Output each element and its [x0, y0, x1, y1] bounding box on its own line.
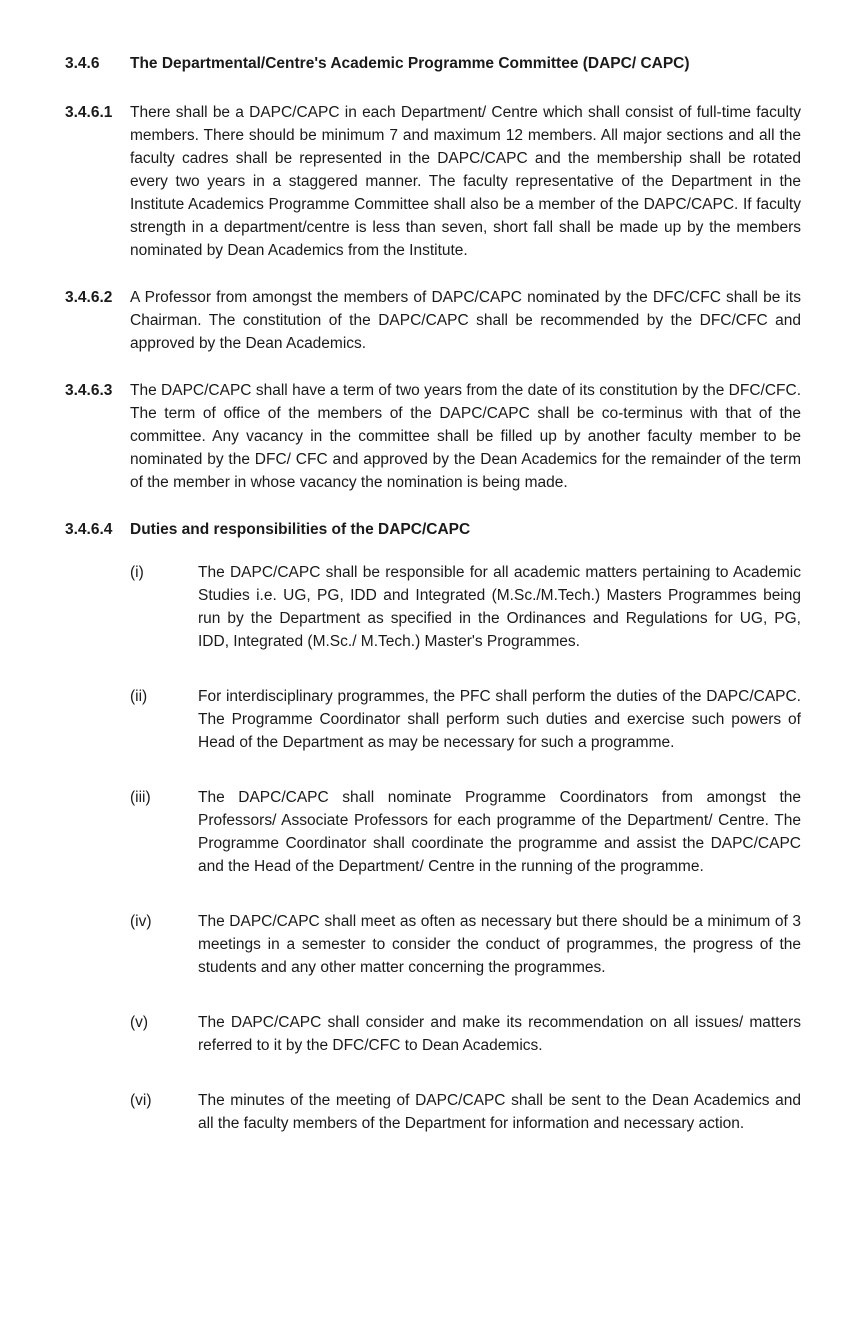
list-item-label: (ii)	[130, 688, 148, 705]
section-number: 3.4.6.2	[65, 289, 113, 306]
section-heading: Duties and responsibilities of the DAPC/CAPC	[130, 521, 471, 538]
section-3-4-6-4	[65, 518, 801, 541]
list-item	[130, 910, 801, 979]
section-number: 3.4.6.4	[65, 521, 113, 538]
list-item-text: The DAPC/CAPC shall be responsible for all academic matters pertaining to Academic Studies i.e. UG, PG, IDD and Integrated (M.Sc./M.Tech.) Masters Programmes being run by the Department as specified in the Ordinances and Regulations for UG, PG, IDD, Integrated (M.Sc./ M.Tech.) Master's Programmes.	[198, 564, 801, 650]
list-item-label: (iv)	[130, 913, 152, 930]
section-3-4-6-2	[65, 286, 801, 355]
section-3-4-6-3	[65, 379, 801, 494]
list-item	[130, 786, 801, 878]
section-number: 3.4.6.3	[65, 382, 113, 399]
list-item	[130, 1089, 801, 1135]
paragraph-text: There shall be a DAPC/CAPC in each Department/ Centre which shall consist of full-time faculty members. There should be minimum 7 and maximum 12 members. All major sections and all the faculty cadres shall be represented in the DAPC/CAPC and the membership shall be rotated every two years in a staggered manner. The faculty representative of the Department in the Institute Academics Programme Committee shall also be a member of the DAPC/CAPC. If faculty strength in a department/centre is less than seven, short fall shall be made up by the members nominated by Dean Academics from the Institute.	[130, 104, 801, 259]
list-item	[130, 1011, 801, 1057]
list-item-label: (i)	[130, 564, 144, 581]
paragraph-text: The DAPC/CAPC shall have a term of two years from the date of its constitution by the DFC/CFC. The term of office of the members of the DAPC/CAPC shall be co-terminus with that of the committee. Any vacancy in the committee shall be filled up by another faculty member to be nominated by the DFC/ CFC and approved by the Dean Academics for the remainder of the term of the member in whose vacancy the nomination is being made.	[130, 382, 801, 491]
list-item-label: (v)	[130, 1014, 149, 1031]
list-item	[130, 561, 801, 653]
list-item-text: The DAPC/CAPC shall nominate Programme Coordinators from amongst the Professors/ Associate Professors for each programme of the Department/ Centre. The Programme Coordinator shall coordinate the programme and assist the DAPC/CAPC and the Head of the Department/ Centre in the running of the programme.	[198, 789, 801, 875]
section-number: 3.4.6.1	[65, 104, 113, 121]
paragraph-text: A Professor from amongst the members of DAPC/CAPC nominated by the DFC/CFC shall be its Chairman. The constitution of the DAPC/CAPC shall be recommended by the DFC/CFC and approved by the Dean Academics.	[130, 289, 801, 352]
list-item-label: (vi)	[130, 1092, 152, 1109]
section-heading: The Departmental/Centre's Academic Programme Committee (DAPC/ CAPC)	[130, 55, 690, 72]
list-item-text: The minutes of the meeting of DAPC/CAPC shall be sent to the Dean Academics and all the faculty members of the Department for information and necessary action.	[198, 1092, 801, 1132]
duties-list	[130, 561, 801, 1135]
list-item-text: The DAPC/CAPC shall consider and make its recommendation on all issues/ matters referred to it by the DFC/CFC to Dean Academics.	[198, 1014, 801, 1054]
section-3-4-6	[65, 52, 801, 75]
list-item	[130, 685, 801, 754]
list-item-label: (iii)	[130, 789, 151, 806]
list-item-text: The DAPC/CAPC shall meet as often as necessary but there should be a minimum of 3 meetings in a semester to consider the conduct of programmes, the progress of the students and any other matter concerning the programmes.	[198, 913, 801, 976]
list-item-text: For interdisciplinary programmes, the PFC shall perform the duties of the DAPC/CAPC. The Programme Coordinator shall perform such duties and exercise such powers of Head of the Department as may be necessary for such a programme.	[198, 688, 801, 751]
section-3-4-6-1	[65, 101, 801, 262]
section-number: 3.4.6	[65, 55, 100, 72]
